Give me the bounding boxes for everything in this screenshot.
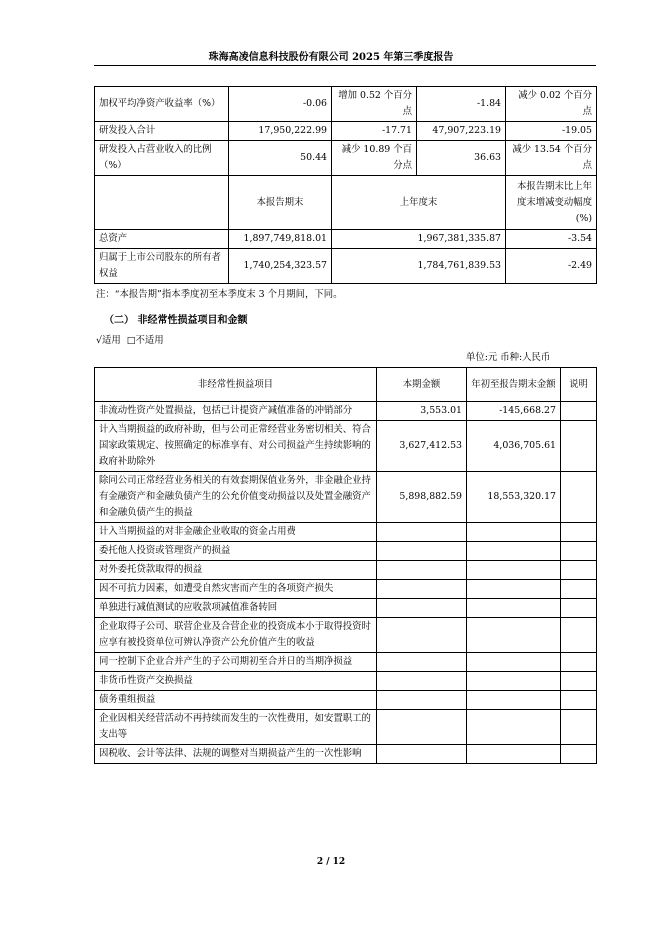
cell-value bbox=[467, 745, 561, 764]
cell-value bbox=[467, 653, 561, 672]
item-label: 企业因相关经营活动不再持续而发生的一次性费用，如安置职工的支出等 bbox=[95, 710, 377, 745]
footnote: 注：“本报告期”指本季度初至本季度末 3 个月期间，下同。 bbox=[96, 289, 343, 300]
row-label: 加权平均净资产收益率（%） bbox=[95, 87, 229, 122]
item-label: 因税收、会计等法律、法规的调整对当期损益产生的一次性影响 bbox=[95, 745, 377, 764]
cell-value: -145,668.27 bbox=[467, 402, 561, 421]
non-recurring-items-table bbox=[94, 367, 597, 764]
column-header: 本期金额 bbox=[377, 368, 467, 402]
applied-option: √适用 bbox=[96, 335, 121, 346]
cell-value: 增加 0.52 个百分点 bbox=[332, 87, 417, 122]
table-row bbox=[95, 249, 597, 284]
column-header: 本报告期末比上年度末增减变动幅度(%) bbox=[506, 176, 597, 230]
item-label: 委托他人投资或管理资产的损益 bbox=[95, 542, 377, 561]
cell-value bbox=[561, 561, 597, 580]
cell-value bbox=[377, 523, 467, 542]
table-row bbox=[95, 141, 597, 176]
item-label: 对外委托贷款取得的损益 bbox=[95, 561, 377, 580]
table-subheader bbox=[95, 176, 597, 230]
item-label: 计入当期损益的政府补助，但与公司正常经营业务密切相关、符合国家政策规定、按照确定的标准享有、对公司损益产生持续影响的政府补助除外 bbox=[95, 421, 377, 472]
item-label: 因不可抗力因素，如遭受自然灾害而产生的各项资产损失 bbox=[95, 580, 377, 599]
cell-value bbox=[561, 542, 597, 561]
cell-value bbox=[377, 580, 467, 599]
table-row bbox=[95, 580, 597, 599]
cell-value bbox=[467, 710, 561, 745]
row-label: 研发投入合计 bbox=[95, 122, 229, 141]
cell-value bbox=[561, 745, 597, 764]
row-label: 总资产 bbox=[95, 230, 229, 249]
cell-value bbox=[377, 653, 467, 672]
cell-value: 4,036,705.61 bbox=[467, 421, 561, 472]
column-header: 非经常性损益项目 bbox=[95, 368, 377, 402]
applicability-options bbox=[96, 332, 164, 346]
table-row bbox=[95, 523, 597, 542]
cell-value: 减少 10.89 个百分点 bbox=[332, 141, 417, 176]
item-label: 债务重组损益 bbox=[95, 691, 377, 710]
financial-indicators-table bbox=[94, 86, 597, 284]
cell-value bbox=[377, 542, 467, 561]
cell-value bbox=[467, 542, 561, 561]
cell-value bbox=[561, 653, 597, 672]
cell-value bbox=[561, 599, 597, 618]
cell-value bbox=[377, 618, 467, 653]
cell-value bbox=[377, 745, 467, 764]
cell-value: 减少 13.54 个百分点 bbox=[506, 141, 597, 176]
cell-value bbox=[561, 580, 597, 599]
table-row bbox=[95, 87, 597, 122]
not-applied-option: □不适用 bbox=[126, 335, 164, 346]
cell-value bbox=[377, 561, 467, 580]
table-row bbox=[95, 472, 597, 523]
item-label: 除同公司正常经营业务相关的有效套期保值业务外，非金融企业持有金融资产和金融负债产生的公允价值变动损益以及处置金融资产和金融负债产生的损益 bbox=[95, 472, 377, 523]
cell-value bbox=[467, 672, 561, 691]
table-row bbox=[95, 599, 597, 618]
cell-value bbox=[377, 691, 467, 710]
table-header-row bbox=[95, 368, 597, 402]
cell-value bbox=[561, 402, 597, 421]
cell-value bbox=[561, 710, 597, 745]
cell-value: 17,950,222.99 bbox=[229, 122, 332, 141]
cell-value bbox=[561, 672, 597, 691]
item-label: 计入当期损益的对非金融企业收取的资金占用费 bbox=[95, 523, 377, 542]
table-row bbox=[95, 672, 597, 691]
page-number: 2 / 12 bbox=[316, 857, 346, 867]
table-row bbox=[95, 653, 597, 672]
cell-value bbox=[377, 672, 467, 691]
cell-value bbox=[377, 710, 467, 745]
cell-value bbox=[561, 523, 597, 542]
empty-cell bbox=[95, 176, 229, 230]
column-header: 本报告期末 bbox=[229, 176, 332, 230]
table-row bbox=[95, 691, 597, 710]
cell-value bbox=[561, 691, 597, 710]
column-header: 说明 bbox=[561, 368, 597, 402]
cell-value bbox=[467, 618, 561, 653]
cell-value bbox=[561, 618, 597, 653]
cell-value: 18,553,320.17 bbox=[467, 472, 561, 523]
cell-value bbox=[467, 599, 561, 618]
cell-value: -2.49 bbox=[506, 249, 597, 284]
table-row bbox=[95, 122, 597, 141]
row-label: 研发投入占营业收入的比例（%） bbox=[95, 141, 229, 176]
table-row bbox=[95, 618, 597, 653]
cell-value: -17.71 bbox=[332, 122, 417, 141]
item-label: 单独进行减值测试的应收款项减值准备转回 bbox=[95, 599, 377, 618]
cell-value bbox=[467, 523, 561, 542]
cell-value: 5,898,882.59 bbox=[377, 472, 467, 523]
table-row bbox=[95, 561, 597, 580]
item-label: 非流动性资产处置损益，包括已计提资产减值准备的冲销部分 bbox=[95, 402, 377, 421]
cell-value bbox=[561, 421, 597, 472]
table-row bbox=[95, 745, 597, 764]
cell-value bbox=[561, 472, 597, 523]
header-divider bbox=[94, 65, 596, 66]
cell-value: 减少 0.02 个百分点 bbox=[506, 87, 597, 122]
item-label: 非货币性资产交换损益 bbox=[95, 672, 377, 691]
cell-value bbox=[467, 691, 561, 710]
table-row bbox=[95, 402, 597, 421]
report-header: 珠海高凌信息科技股份有限公司 2025 年第三季度报告 bbox=[208, 52, 454, 63]
cell-value: 47,907,223.19 bbox=[417, 122, 506, 141]
cell-value: -1.84 bbox=[417, 87, 506, 122]
row-label: 归属于上市公司股东的所有者权益 bbox=[95, 249, 229, 284]
cell-value bbox=[377, 599, 467, 618]
cell-value: 1,784,761,839.53 bbox=[332, 249, 506, 284]
cell-value: 3,627,412.53 bbox=[377, 421, 467, 472]
item-label: 企业取得子公司、联营企业及合营企业的投资成本小于取得投资时应享有被投资单位可辨认净资产公允价值产生的收益 bbox=[95, 618, 377, 653]
cell-value bbox=[467, 580, 561, 599]
cell-value: 1,967,381,335.87 bbox=[332, 230, 506, 249]
column-header: 年初至报告期末金额 bbox=[467, 368, 561, 402]
cell-value: 1,897,749,818.01 bbox=[229, 230, 332, 249]
cell-value: 3,553.01 bbox=[377, 402, 467, 421]
unit-label: 单位:元 币种:人民币 bbox=[466, 352, 551, 363]
table-row bbox=[95, 421, 597, 472]
cell-value: -3.54 bbox=[506, 230, 597, 249]
cell-value: -0.06 bbox=[229, 87, 332, 122]
cell-value: -19.05 bbox=[506, 122, 597, 141]
section-title: （二） 非经常性损益项目和金额 bbox=[104, 315, 248, 326]
cell-value: 36.63 bbox=[417, 141, 506, 176]
table-row bbox=[95, 542, 597, 561]
table-row bbox=[95, 710, 597, 745]
cell-value bbox=[467, 561, 561, 580]
table-row bbox=[95, 230, 597, 249]
column-header: 上年度末 bbox=[332, 176, 506, 230]
cell-value: 1,740,254,323.57 bbox=[229, 249, 332, 284]
cell-value: 50.44 bbox=[229, 141, 332, 176]
item-label: 同一控制下企业合并产生的子公司期初至合并日的当期净损益 bbox=[95, 653, 377, 672]
